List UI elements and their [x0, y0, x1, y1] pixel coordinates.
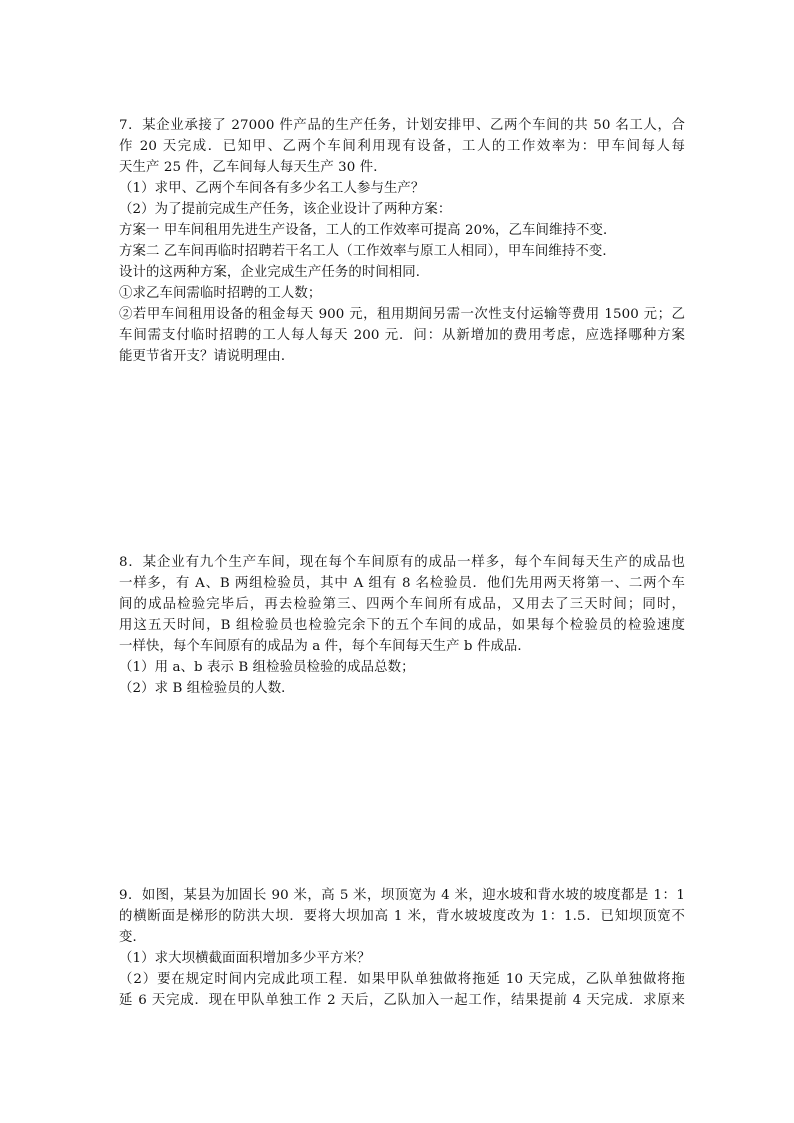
problem-9-question-1: （1）求大坝横截面面积增加多少平方米？ [119, 951, 371, 966]
problem-7-subquestion-1: ①求乙车间需临时招聘的工人数； [119, 286, 322, 301]
problem-8-question-1: （1）用 a、b 表示 B 组检验员检验的成品总数； [119, 660, 415, 675]
problem-8-question-2: （2）求 B 组检验员的人数． [119, 681, 295, 696]
problem-8-line: 一样多，有 A、B 两组检验员，其中 A 组有 8 名检验员．他们先用两天将第一、二两个车 [119, 576, 685, 591]
problem-7 [119, 115, 685, 367]
problem-7-line: 车间需支付临时招聘的工人每人每天 200 元．问：从新增加的费用考虑，应选择哪种方案 [119, 328, 685, 343]
problem-7-plan-1: 方案一 甲车间租用先进生产设备，工人的工作效率可提高 20%，乙车间维持不变． [119, 223, 617, 238]
problem-7-line: 作 20 天完成．已知甲、乙两个车间利用现有设备，工人的工作效率为：甲车间每人每 [119, 139, 685, 154]
problem-8 [119, 552, 685, 699]
problem-9-line: 延 6 天完成．现在甲队单独工作 2 天后，乙队加入一起工作，结果提前 4 天完成．求原来 [119, 993, 685, 1008]
problem-7-line: 设计的这两种方案，企业完成生产任务的时间相同． [119, 265, 430, 280]
problem-9-line: 变． [119, 930, 146, 945]
problem-7-subquestion-2: ②若甲车间租用设备的租金每天 900 元，租用期间另需一次性支付运输等费用 1500 元；乙 [119, 307, 685, 322]
problem-9 [119, 885, 685, 1011]
problem-9-line: 的横断面是梯形的防洪大坝．要将大坝加高 1 米，背水坡坡度改为 1：1.5．已知坝顶宽不 [119, 909, 685, 924]
problem-7-plan-2: 方案二 乙车间再临时招聘若干名工人（工作效率与原工人相同），甲车间维持不变． [119, 244, 616, 259]
problem-9-question-2: （2）要在规定时间内完成此项工程．如果甲队单独做将拖延 10 天完成，乙队单独做将拖 [119, 972, 685, 987]
problem-7-question-2: （2）为了提前完成生产任务，该企业设计了两种方案： [119, 202, 452, 217]
problem-8-line: 8．某企业有九个生产车间，现在每个车间原有的成品一样多，每个车间每天生产的成品也 [119, 555, 685, 570]
problem-7-question-1: （1）求甲、乙两个车间各有多少名工人参与生产？ [119, 181, 425, 196]
problem-8-line: 一样快，每个车间原有的成品为 a 件，每个车间每天生产 b 件成品． [119, 639, 531, 654]
problem-9-line: 9．如图，某县为加固长 90 米，高 5 米，坝顶宽为 4 米，迎水坡和背水坡的坡度都是 1：1 [119, 888, 685, 903]
problem-7-line: 能更节省开支？请说明理由． [119, 349, 295, 364]
problem-7-line: 天生产 25 件，乙车间每人每天生产 30 件． [119, 160, 387, 175]
problem-8-line: 用这五天时间，B 组检验员也检验完余下的五个车间的成品，如果每个检验员的检验速度 [119, 618, 685, 633]
problem-8-line: 间的成品检验完毕后，再去检验第三、四两个车间所有成品，又用去了三天时间；同时， [119, 597, 685, 612]
problem-7-line: 7．某企业承接了 27000 件产品的生产任务，计划安排甲、乙两个车间的共 50 名工人，合 [119, 118, 685, 133]
